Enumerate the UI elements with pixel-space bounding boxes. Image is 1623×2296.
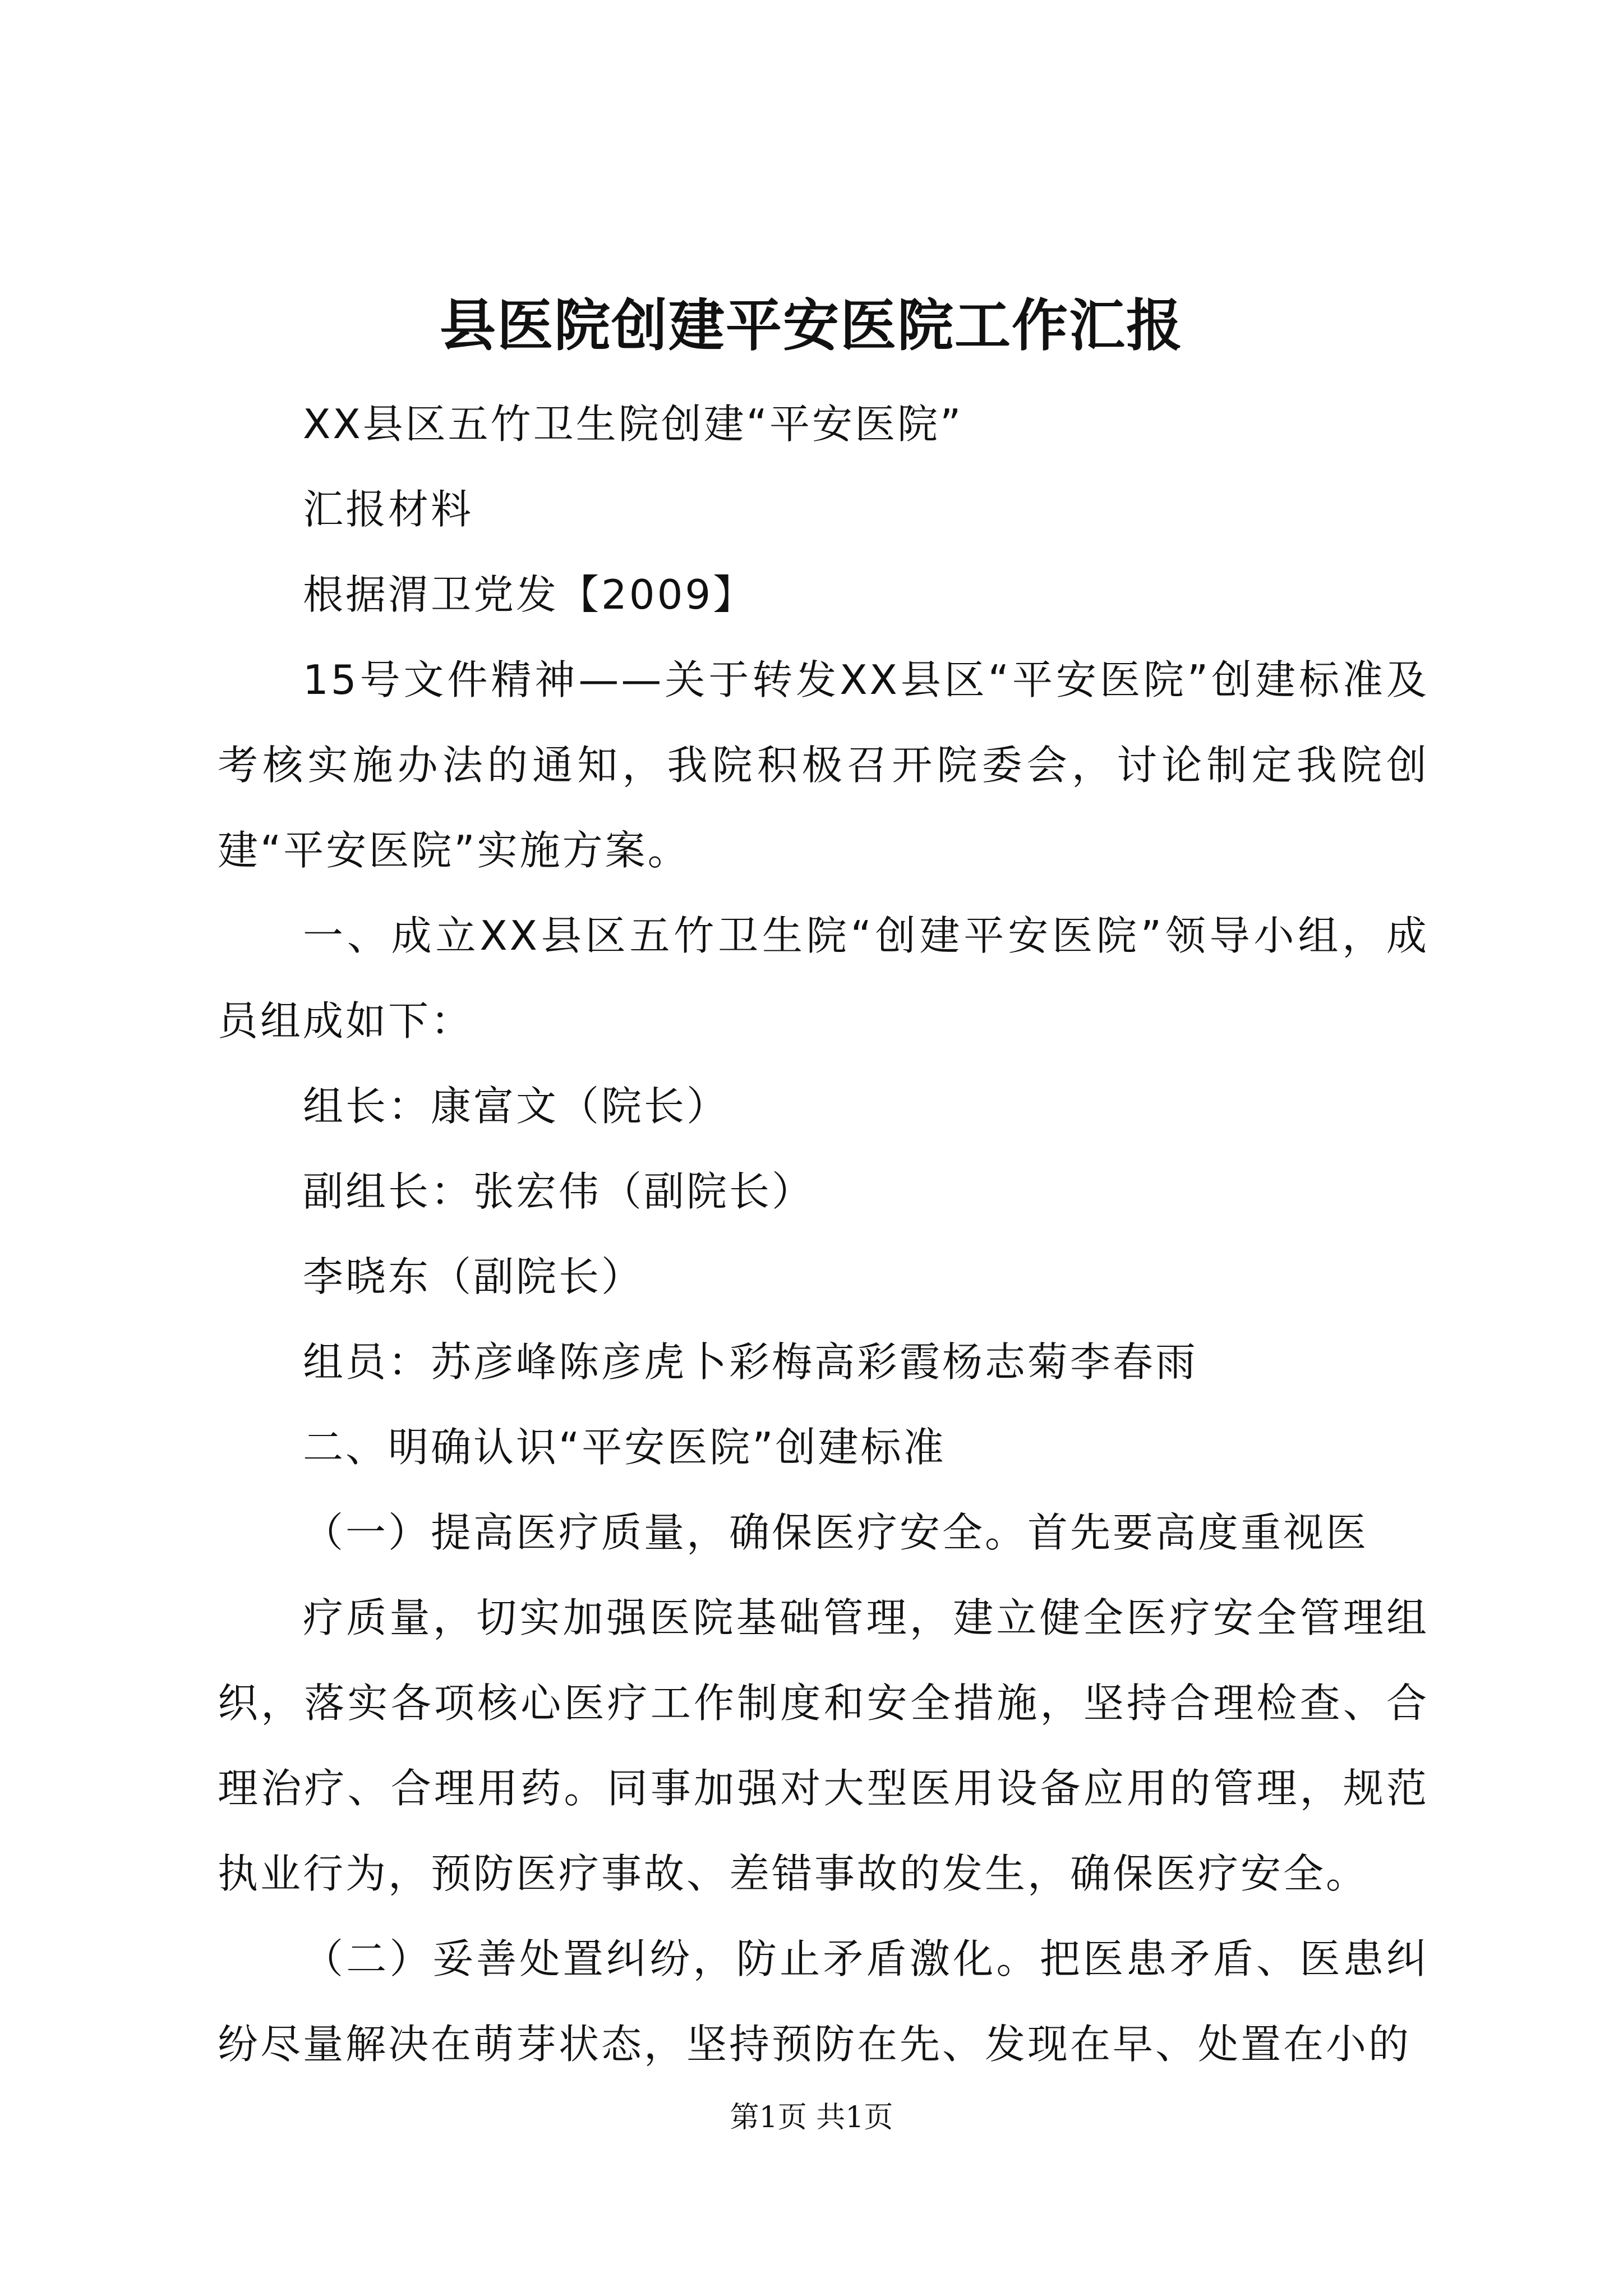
paragraph-subtitle-line-2: 汇报材料	[303, 486, 474, 533]
paragraph-section-two: 二、明确认识“平安医院”创建标准	[303, 1424, 946, 1471]
paragraph-item-one-heading: （一）提高医疗质量，确保医疗安全。首先要高度重视医	[303, 1509, 1369, 1556]
paragraph-intro: 15号文件精神——关于转发XX县区“平安医院”创建标准及考核实施办法的通知，我院积极召开院委会，讨论制定我院创建“平安医院”实施方案。	[218, 656, 1429, 874]
paragraph-section-one: 一、成立XX县区五竹卫生院“创建平安医院”领导小组，成员组成如下：	[218, 912, 1429, 1045]
paragraph-deputy-leader: 副组长：张宏伟（副院长）	[303, 1168, 815, 1215]
paragraph-item-two: （二）妥善处置纠纷，防止矛盾激化。把医患矛盾、医患纠纷尽量解决在萌芽状态，坚持预防在先、发现在早、处置在小的	[218, 1935, 1429, 2068]
paragraph-deputy-leader-2: 李晓东（副院长）	[303, 1253, 644, 1300]
paragraph-members: 组员：苏彦峰陈彦虎卜彩梅高彩霞杨志菊李春雨	[303, 1338, 1198, 1386]
page-footer: 第1页 共1页	[730, 2101, 893, 2134]
document-body	[218, 381, 1429, 2087]
paragraph-reference: 根据渭卫党发【2009】	[303, 571, 756, 618]
paragraph-subtitle-line-1: XX县区五竹卫生院创建“平安医院”	[303, 401, 963, 448]
document-title: 县医院创建平安医院工作汇报	[440, 292, 1183, 358]
paragraph-leader: 组长：康富文（院长）	[303, 1083, 730, 1130]
paragraph-item-one-body: 疗质量，切实加强医院基础管理，建立健全医疗安全管理组织，落实各项核心医疗工作制度和安全措施，坚持合理检查、合理治疗、合理用药。同事加强对大型医用设备应用的管理，规范执业行为，预防医疗事故、差错事故的发生，确保医疗安全。	[218, 1594, 1429, 1897]
